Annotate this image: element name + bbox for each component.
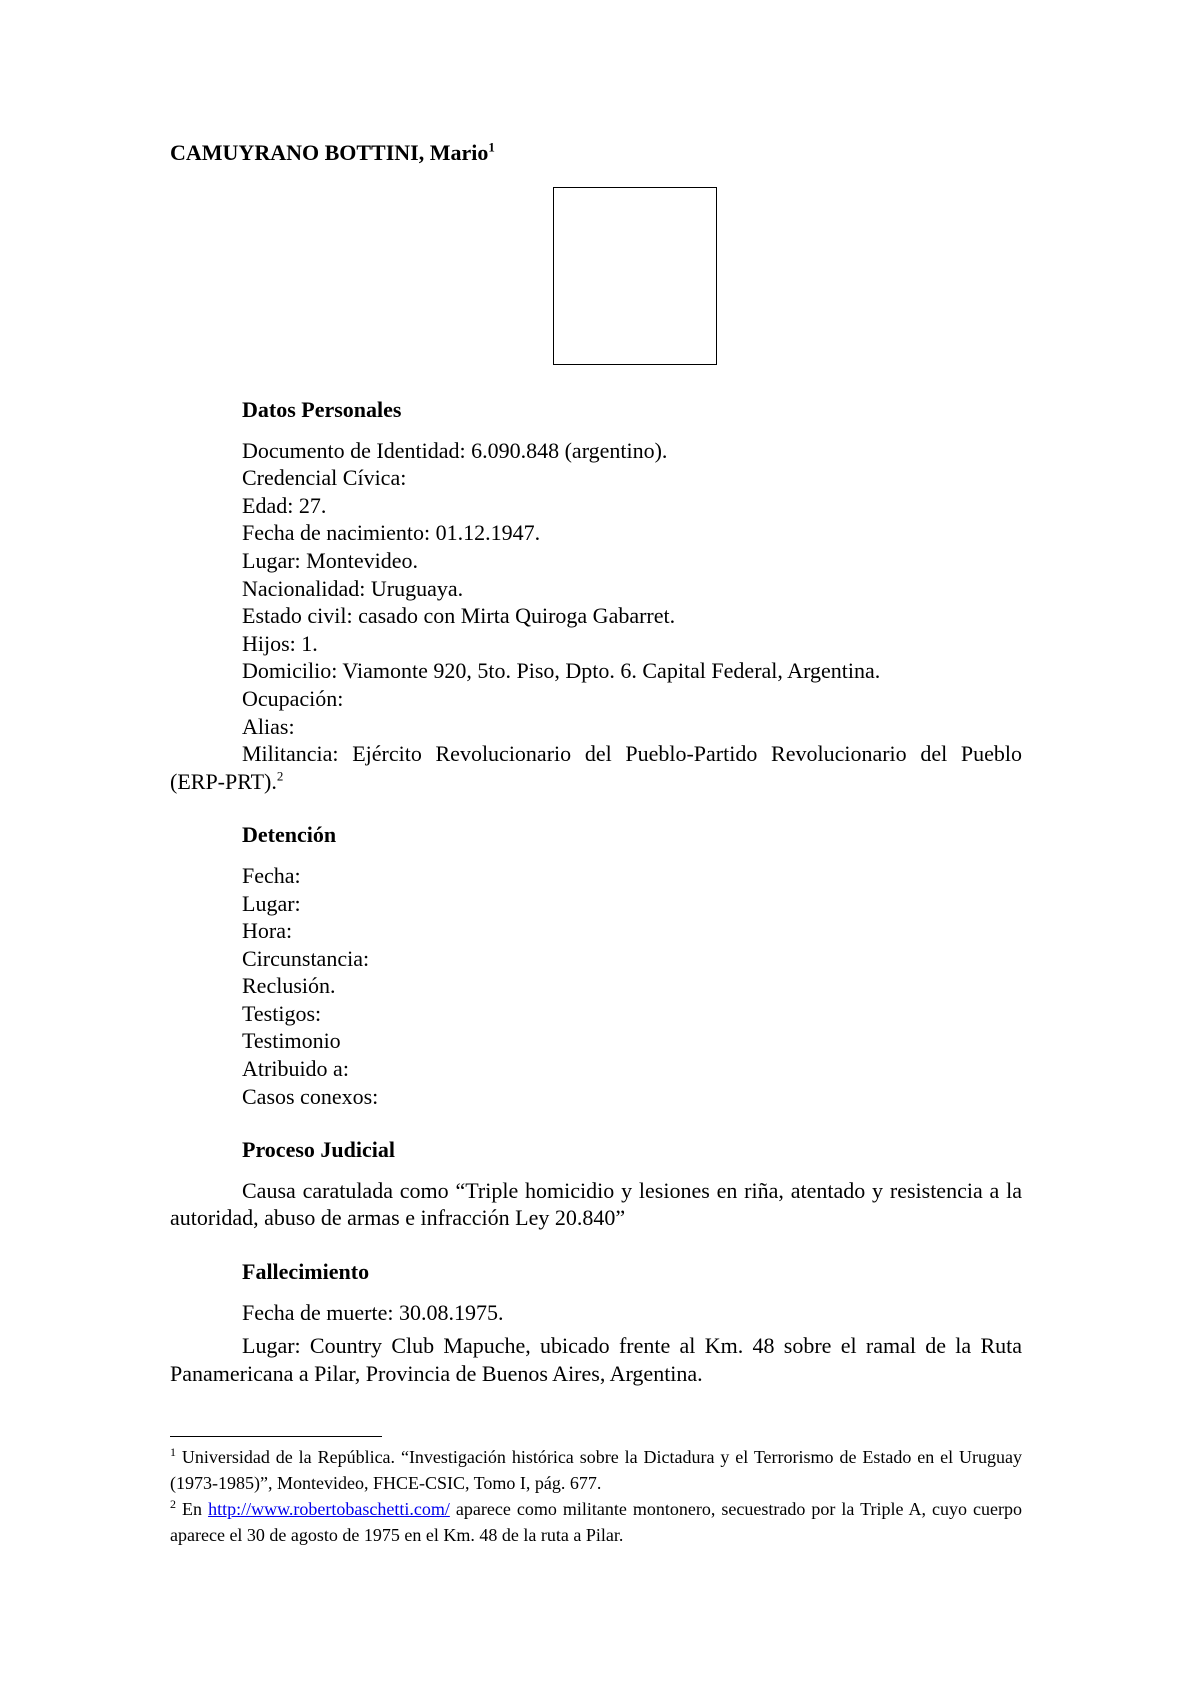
detencion-line: Testigos:: [242, 1000, 322, 1026]
detencion-line: Atribuido a:: [242, 1056, 349, 1082]
detencion-line: Hora:: [242, 918, 293, 944]
detencion-line: Testimonio: [242, 1028, 341, 1054]
detencion-line: Fecha:: [242, 862, 301, 888]
photo-placeholder: [553, 187, 717, 365]
footnote-ref-2[interactable]: 2: [276, 768, 284, 784]
footnote-separator: [170, 1436, 382, 1437]
datos-line: Credencial Cívica:: [242, 465, 407, 491]
datos-line: Ocupación:: [242, 685, 344, 711]
militancia-paragraph: [170, 740, 1022, 795]
datos-line: Lugar: Montevideo.: [242, 547, 418, 573]
section-heading-proceso: Proceso Judicial: [242, 1137, 395, 1163]
datos-line: Nacionalidad: Uruguaya.: [242, 575, 464, 601]
footnote-ref-1[interactable]: 1: [488, 139, 495, 155]
footnotes: [170, 1444, 1022, 1548]
footnote-number: 2: [170, 1497, 176, 1511]
page-title: [170, 140, 495, 166]
detencion-lines: [242, 862, 1022, 1110]
datos-line: Estado civil: casado con Mirta Quiroga Gabarret.: [242, 603, 676, 629]
footnote-1: [170, 1444, 1022, 1496]
section-heading-fallecimiento: Fallecimiento: [242, 1259, 370, 1285]
source-link[interactable]: http://www.robertobaschetti.com/: [208, 1499, 450, 1519]
footnote-number: 1: [170, 1445, 176, 1459]
footnote-text: Universidad de la República. “Investigación histórica sobre la Dictadura y el Terrorismo de Estado en el Uruguay (1973-1985)”, Montevideo, FHCE-CSIC, Tomo I, pág. 677.: [170, 1447, 1022, 1493]
lugar-muerte: Lugar: Country Club Mapuche, ubicado frente al Km. 48 sobre el ramal de la Ruta Panamericana a Pilar, Provincia de Buenos Aires, Argentina.: [170, 1333, 1022, 1386]
datos-line: Alias:: [242, 713, 295, 739]
fecha-muerte: Fecha de muerte: 30.08.1975.: [242, 1299, 504, 1325]
detencion-line: Circunstancia:: [242, 945, 370, 971]
datos-line: Hijos: 1.: [242, 630, 318, 656]
footnote-text: En: [182, 1499, 203, 1519]
datos-line: Edad: 27.: [242, 492, 327, 518]
detencion-line: Casos conexos:: [242, 1083, 379, 1109]
datos-line: Domicilio: Viamonte 920, 5to. Piso, Dpto. 6. Capital Federal, Argentina.: [242, 658, 881, 684]
section-heading-detencion: Detención: [242, 822, 337, 848]
person-name: CAMUYRANO BOTTINI, Mario: [170, 140, 489, 165]
detencion-line: Lugar:: [242, 890, 301, 916]
footnote-2: [170, 1496, 1022, 1548]
datos-line: Documento de Identidad: 6.090.848 (argentino).: [242, 437, 668, 463]
datos-line: Fecha de nacimiento: 01.12.1947.: [242, 520, 541, 546]
section-heading-datos: Datos Personales: [242, 397, 402, 422]
militancia-text: Militancia: Ejército Revolucionario del Pueblo-Partido Revolucionario del Pueblo (ERP-PRT).: [170, 741, 1022, 794]
document-body: [170, 396, 1022, 1387]
detencion-line: Reclusión.: [242, 973, 336, 999]
datos-lines: [242, 437, 1022, 741]
proceso-paragraph: Causa caratulada como “Triple homicidio y lesiones en riña, atentado y resistencia a la autoridad, abuso de armas e infracción Ley 20.840”: [170, 1177, 1022, 1231]
footnote-text: aparece como militante montonero, secuestrado por la Triple A, cuyo cuerpo aparece el 30 de agosto de 1975 en el Km. 48 de la ruta a Pilar.: [170, 1499, 1023, 1545]
